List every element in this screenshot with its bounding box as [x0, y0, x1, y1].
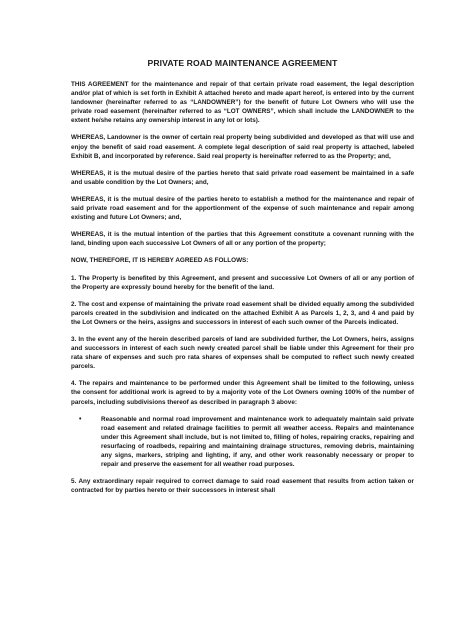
whereas-covenant-paragraph: WHEREAS, it is the mutual intention of the parties that this Agreement constitute a covenant running with the land, binding upon each successive Lot Owners of all or any portion of the property; [71, 231, 414, 248]
clause-1-paragraph: 1. The Property is benefited by this Agreement, and present and successive Lot Owners of all or any portion of the Property are expressly bound hereby for the benefit of the land. [71, 274, 414, 291]
whereas-maintained-paragraph: WHEREAS, it is the mutual desire of the parties hereto that said private road easement be maintained in a safe and usable condition by the Lot Owners; and, [71, 169, 414, 186]
now-therefore-heading: NOW, THEREFORE, IT IS HEREBY AGREED AS FOLLOWS: [71, 257, 249, 265]
clause-3-paragraph: 3. In the event any of the herein described parcels of land are subdivided further, the Lot Owners, heirs, assigns and successors in interest of each such newly created parcel shall be liable under this Agreement for their pro rata share of expenses and such pro rata shares of expenses shall be computed to reflect such newly created parcels. [71, 335, 414, 371]
bullet-icon: • [79, 415, 82, 423]
repair-scope-bullet [71, 415, 414, 470]
clause-4-paragraph: 4. The repairs and maintenance to be performed under this Agreement shall be limited to the following, unless the consent for additional work is agreed to by a majority vote of the Lot Owners owning 100% of the number of parcels, including subdivisions thereof as described in paragraph 3 above: [71, 380, 414, 406]
whereas-landowner-paragraph: WHEREAS, Landowner is the owner of certain real property being subdivided and developed as that will use and enjoy the benefit of said road easement. A complete legal description of said real property is attached, labeled Exhibit B, and incorporated by reference. Said real property is hereinafter referred to as the Property; and, [71, 134, 414, 160]
clause-5-paragraph: 5. Any extraordinary repair required to correct damage to said road easement that results from action taken or contracted for by parties hereto or their successors in interest shall [71, 478, 414, 495]
whereas-method-paragraph: WHEREAS, it is the mutual desire of the parties hereto to establish a method for the maintenance and repair of said private road easement and for the apportionment of the expense of such maintenance and repair among existing and future Lot Owners; and, [71, 195, 414, 222]
repair-scope-text: Reasonable and normal road improvement and maintenance work to adequately maintain said private road easement and related drainage facilities to permit all weather access. Repairs and maintenance under this Agreement shall include, but is not limited to, filling of holes, repairing cracks, repairing and resurfacing of roadbeds, repairing and maintaining drainage structures, removing debris, maintaining any signs, markers, striping and lighting, if any, and other work reasonably necessary or proper to repair and preserve the easement for all weather road purposes. [101, 415, 414, 469]
clause-2-paragraph: 2. The cost and expense of maintaining the private road easement shall be divided equally among the subdivided parcels created in the subdivision and indicated on the attached Exhibit A as Parcels 1, 2, 3, and 4 and paid by the Lot Owners or the heirs, assigns and successors in interest of each such owner of the Parcels indicated. [71, 300, 414, 326]
document-title: PRIVATE ROAD MAINTENANCE AGREEMENT [147, 58, 338, 68]
intro-paragraph: THIS AGREEMENT for the maintenance and repair of that certain private road easement, the legal description and/or plat of which is set forth in Exhibit A attached hereto and made apart hereof, is entered into by the current landowner (hereinafter referred to as “LANDOWNER”) for the benefit of future Lot Owners who will use the private road easement (hereinafter referred to as “LOT OWNERS”, which shall include the LANDOWNER to the extent he/she retains any ownership interest in any lot or lots). [71, 81, 414, 125]
